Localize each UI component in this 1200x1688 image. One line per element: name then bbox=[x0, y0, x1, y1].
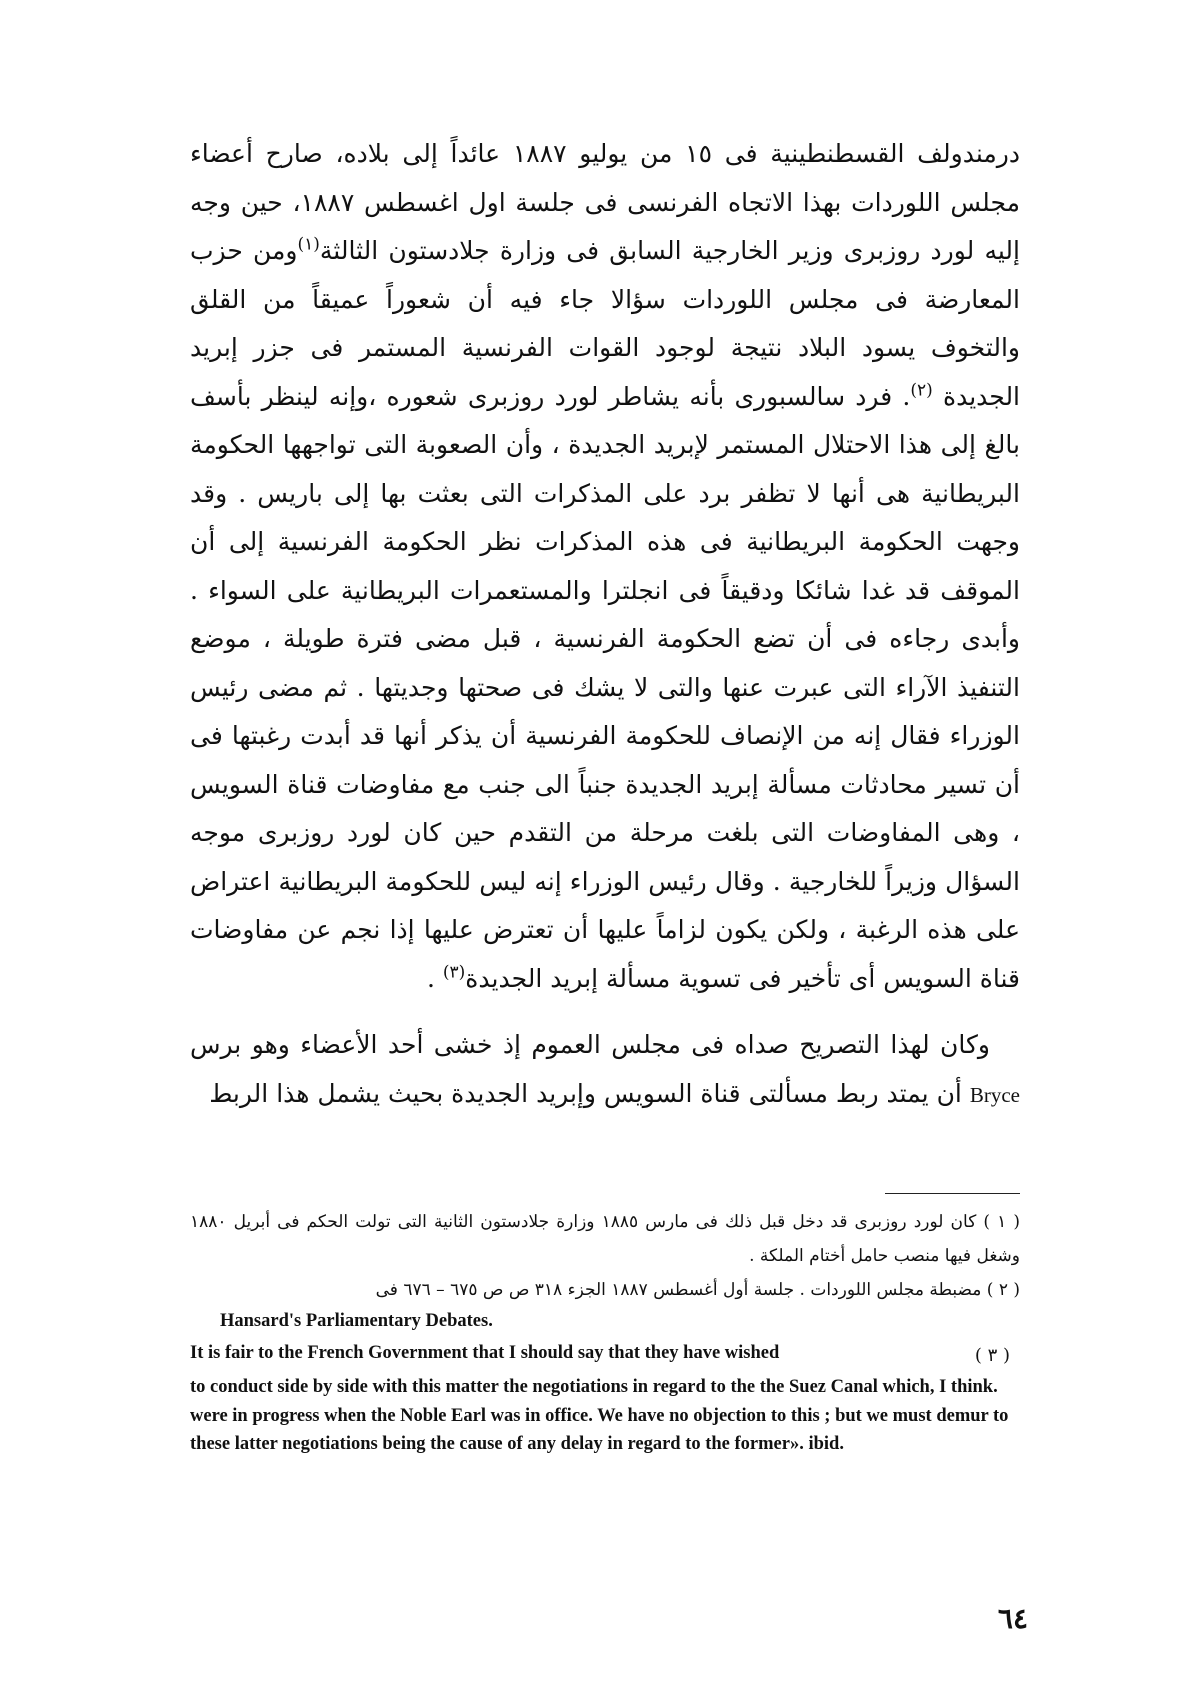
paragraph-1-text-b: ومن حزب المعارضة فى مجلس اللوردات سؤالا جاء فيه أن شعوراً عميقاً من القلق والتخوف يسود البلاد نتيجة لوجود القوات الفرنسية المستمر فى جزر إبريد الجديدة bbox=[190, 236, 1021, 411]
footnotes bbox=[190, 1205, 1020, 1459]
footnote-2-source: Hansard's Parliamentary Debates. bbox=[220, 1311, 493, 1331]
paragraph-2-text-a: وكان لهذا التصريح صداه فى مجلس العموم إذ خشى أحد الأعضاء وهو برس bbox=[190, 1030, 990, 1059]
footnote-3-marker: ( ٣ ) bbox=[974, 1345, 1010, 1366]
main-text bbox=[190, 130, 1020, 1119]
paragraph-1 bbox=[190, 130, 1020, 1003]
paragraph-2 bbox=[190, 1021, 1020, 1119]
footnote-3-text-first: It is fair to the French Government that I should say that they have wished bbox=[190, 1343, 780, 1363]
footnote-ref-1: (١) bbox=[297, 234, 320, 255]
footnote-3-text-rest: to conduct side by side with this matter the negotiations in regard to the the Suez Canal which, I think. were in progress when the Noble Earl was in office. We have no objection to this ; but we must demur to these latter negotiations being the cause of any delay in regard to the former». ibid. bbox=[190, 1377, 1009, 1454]
paragraph-1-text-c: . فرد سالسبورى بأنه يشاطر لورد روزبرى شعوره ،وإنه لينظر بأسف بالغ إلى هذا الاحتلال المستمر لإبريد الجديدة ، وأن الصعوبة التى تواجهها الحكومة البريطانية هى أنها لا تظفر برد على المذكرات التى بعثت بها إلى باريس . وقد وجهت الحكومة البريطانية فى هذه المذكرات نظر الحكومة الفرنسية إلى أن الموقف قد غدا شائكا ودقيقاً فى انجلترا والمستعمرات البريطانية على السواء . وأبدى رجاءه فى أن تضع الحكومة الفرنسية ، قبل مضى فترة طويلة ، موضع التنفيذ الآراء التى عبرت عنها والتى لا يشك فى صحتها وجديتها . ثم مضى رئيس الوزراء فقال إنه من الإنصاف للحكومة الفرنسية أن يذكر أنها قد أبدت رغبتها فى أن تسير محادثات مسألة إبريد الجديدة جنباً الى جنب مع مفاوضات قناة السويس ، وهى المفاوضات التى بلغت مرحلة من التقدم حين كان لورد روزبرى موجه السؤال وزيراً للخارجية . وقال رئيس الوزراء إنه ليس للحكومة البريطانية اعتراض على هذه الرغبة ، ولكن يكون لزاماً عليها أن تعترض عليها إذا نجم عن مفاوضات قناة السويس أى تأخير فى تسوية مسألة إبريد الجديدة bbox=[190, 381, 1020, 993]
footnote-divider bbox=[885, 1193, 1020, 1194]
paragraph-1-text-a: درمندولف القسطنطينية فى ١٥ من يوليو ١٨٨٧ عائداً إلى بلاده، صارح أعضاء مجلس اللوردات بهذا الاتجاه الفرنسى فى جلسة اول اغسطس ١٨٨٧، حين وجه إليه لورد روزبرى وزير الخارجية السابق فى وزارة جلادستون الثالثة bbox=[190, 139, 1020, 265]
page-number: ٦٤ bbox=[997, 1602, 1028, 1635]
footnote-ref-2: (٢) bbox=[910, 380, 933, 401]
footnote-3-first-line bbox=[190, 1339, 1020, 1373]
footnote-1: ( ١ ) كان لورد روزبرى قد دخل قبل ذلك فى مارس ١٨٨٥ وزارة جلادستون الثانية التى تولت الحكم فى أبريل ١٨٨٠ وشغل فيها منصب حامل أختام الملكة . bbox=[190, 1212, 1020, 1266]
footnote-2: ( ٢ ) مضبطة مجلس اللوردات . جلسة أول أغسطس ١٨٨٧ الجزء ٣١٨ ص ص ٦٧٥ – ٦٧٦ فى bbox=[375, 1280, 1020, 1300]
paragraph-2-text-b: أن يمتد ربط مسألتى قناة السويس وإبريد الجديدة بحيث يشمل هذا الربط bbox=[209, 1078, 962, 1108]
footnote-ref-3: (٣) bbox=[442, 962, 466, 983]
paragraph-2-latin-name: Bryce bbox=[969, 1082, 1020, 1107]
paragraph-1-end: . bbox=[426, 963, 443, 993]
